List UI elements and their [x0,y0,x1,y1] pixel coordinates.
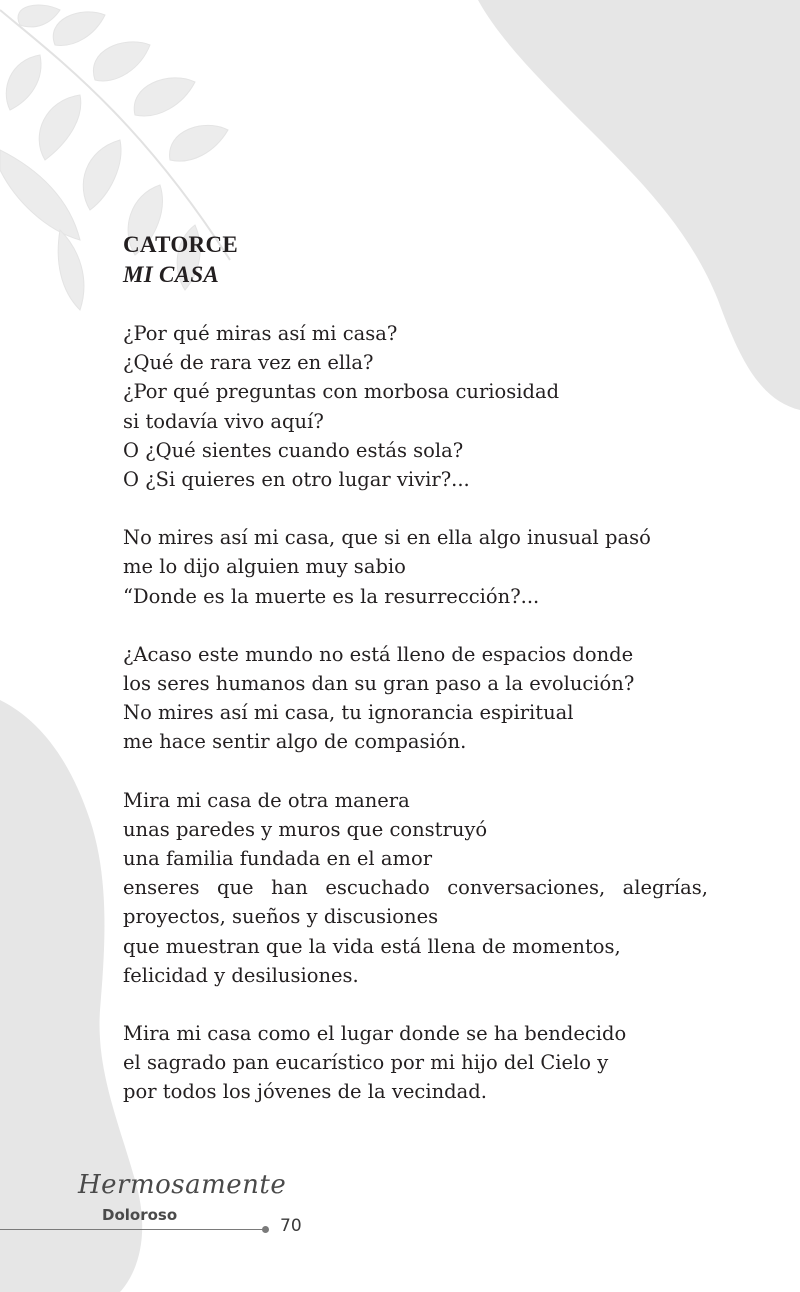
poem-line: proyectos, sueños y discusiones [123,905,439,929]
poem-word: han [271,876,308,900]
poem-line: me lo dijo alguien muy sabio [123,555,406,579]
stanza [123,1019,723,1107]
poem-line: si todavía vivo aquí? [123,409,324,433]
poem-line: el sagrado pan eucarístico por mi hijo del Cielo y [123,1051,609,1075]
poem-line: “Donde es la muerte es la resurrección?... [123,584,540,608]
footer-divider [0,1229,265,1230]
stanza [123,319,723,494]
poem-line: ¿Acaso este mundo no está lleno de espacios donde [123,642,634,666]
logo-script-text: Hermosamente [78,1170,287,1200]
poem-line: por todos los jóvenes de la vecindad. [123,1080,487,1104]
poem-line: No mires así mi casa, tu ignorancia espiritual [123,701,574,725]
chapter-number: CATORCE [123,232,238,257]
stanza [123,786,723,990]
poem-line: una familia fundada en el amor [123,847,433,871]
poem-word: conversaciones, [447,876,606,900]
page-content [123,230,723,1136]
poem-word: alegrías, [622,876,708,900]
poem-line: ¿Por qué miras así mi casa? [123,322,398,345]
poem-body [123,319,723,1107]
bottom-left-blob [0,700,142,1292]
page-number: 70 [280,1216,302,1236]
poem-line: No mires así mi casa, que si en ella algo inusual pasó [123,526,651,550]
poem-word: que [217,876,254,900]
poem-title: MI CASA [123,262,220,287]
poem-line: unas paredes y muros que construyó [123,817,488,841]
poem-line: Mira mi casa como el lugar donde se ha bendecido [123,1022,627,1046]
footer-dot [262,1226,269,1233]
poem-line: felicidad y desilusiones. [123,963,359,987]
poem-word: escuchado [325,876,430,900]
poem-line-justified [123,873,708,902]
poem-line: O ¿Qué sientes cuando estás sola? [123,438,464,462]
logo-subtitle: Doloroso [102,1206,178,1224]
poem-line: ¿Por qué preguntas con morbosa curiosidad [123,380,560,404]
poem-line: que muestran que la vida está llena de momentos, [123,934,621,958]
poem-line: ¿Qué de rara vez en ella? [123,351,374,375]
poem-line: los seres humanos dan su gran paso a la evolución? [123,672,635,696]
poem-line: Mira mi casa de otra manera [123,788,410,812]
stanza [123,640,723,757]
poem-word: enseres [123,876,200,900]
poem-line: O ¿Si quieres en otro lugar vivir?... [123,468,470,492]
stanza [123,523,723,611]
poem-line: me hace sentir algo de compasión. [123,730,467,754]
